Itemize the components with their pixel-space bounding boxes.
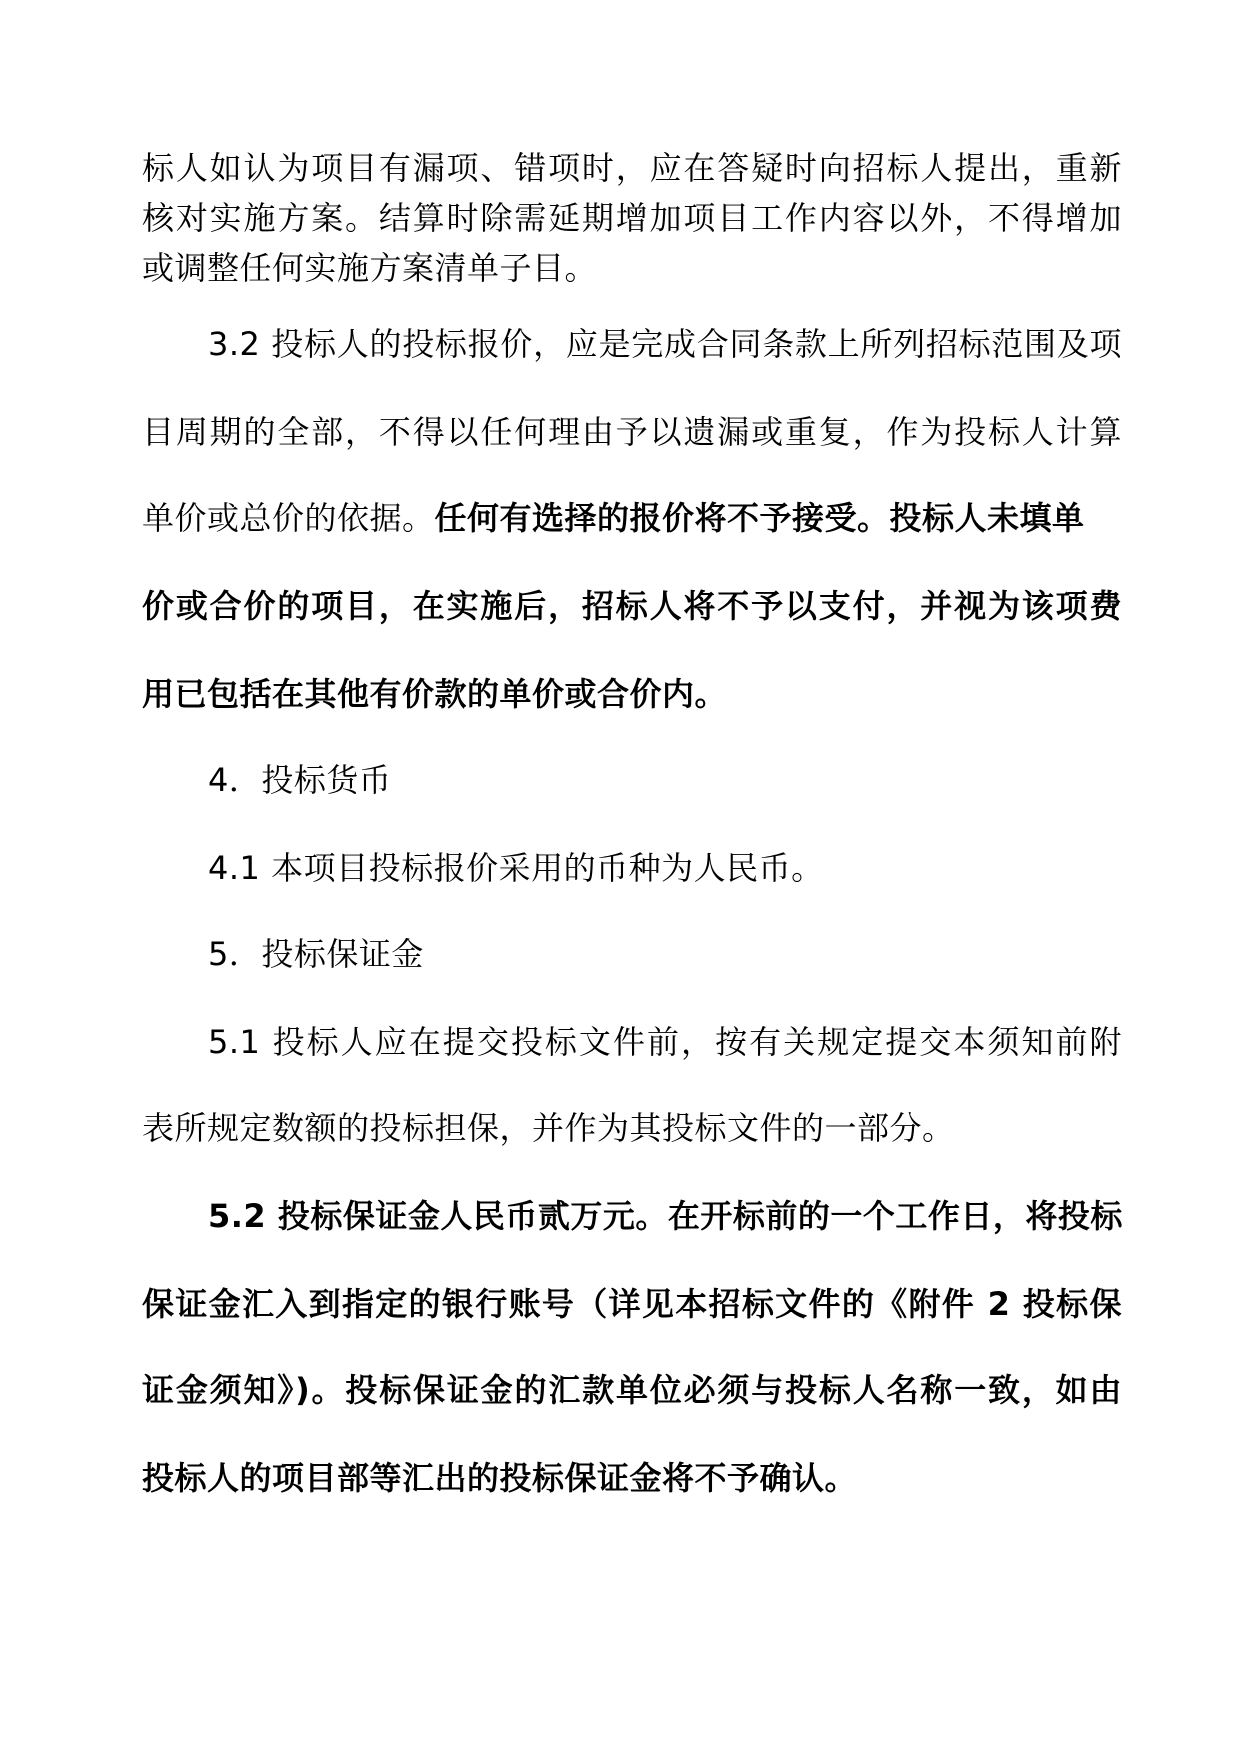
bold-text: 任何有选择的报价将不予接受。投标人未填单 bbox=[434, 499, 1085, 537]
paragraph-line-mixed bbox=[142, 494, 1122, 542]
paragraph-line-bold: 5.2 投标保证金人民币贰万元。在开标前的一个工作日，将投标 bbox=[208, 1197, 1123, 1235]
paragraph-line: 标人如认为项目有漏项、错项时，应在答疑时向招标人提出，重新 bbox=[142, 149, 1122, 187]
section-heading: 4．投标货币 bbox=[208, 761, 392, 799]
paragraph-line: 3.2 投标人的投标报价，应是完成合同条款上所列招标范围及项 bbox=[208, 325, 1122, 363]
paragraph-line: 核对实施方案。结算时除需延期增加项目工作内容以外，不得增加 bbox=[142, 199, 1122, 237]
paragraph-line: 目周期的全部，不得以任何理由予以遗漏或重复，作为投标人计算 bbox=[142, 413, 1122, 451]
paragraph-line-bold: 投标人的项目部等汇出的投标保证金将不予确认。 bbox=[142, 1459, 858, 1497]
paragraph-line-bold: 用已包括在其他有价款的单价或合价内。 bbox=[142, 675, 728, 713]
paragraph-line: 4.1 本项目投标报价采用的币种为人民币。 bbox=[208, 849, 824, 887]
paragraph-line-bold: 保证金汇入到指定的银行账号（详见本招标文件的《附件 2 投标保 bbox=[142, 1285, 1122, 1323]
normal-text: 单价或总价的依据。 bbox=[142, 499, 435, 537]
paragraph-line: 或调整任何实施方案清单子目。 bbox=[142, 249, 598, 287]
section-heading: 5．投标保证金 bbox=[208, 935, 424, 973]
paragraph-line-bold: 价或合价的项目，在实施后，招标人将不予以支付，并视为该项费 bbox=[142, 587, 1122, 625]
paragraph-line: 5.1 投标人应在提交投标文件前，按有关规定提交本须知前附 bbox=[208, 1023, 1122, 1061]
paragraph-line: 表所规定数额的投标担保，并作为其投标文件的一部分。 bbox=[142, 1109, 955, 1147]
paragraph-line-bold: 证金须知》)。投标保证金的汇款单位必须与投标人名称一致，如由 bbox=[142, 1371, 1122, 1409]
